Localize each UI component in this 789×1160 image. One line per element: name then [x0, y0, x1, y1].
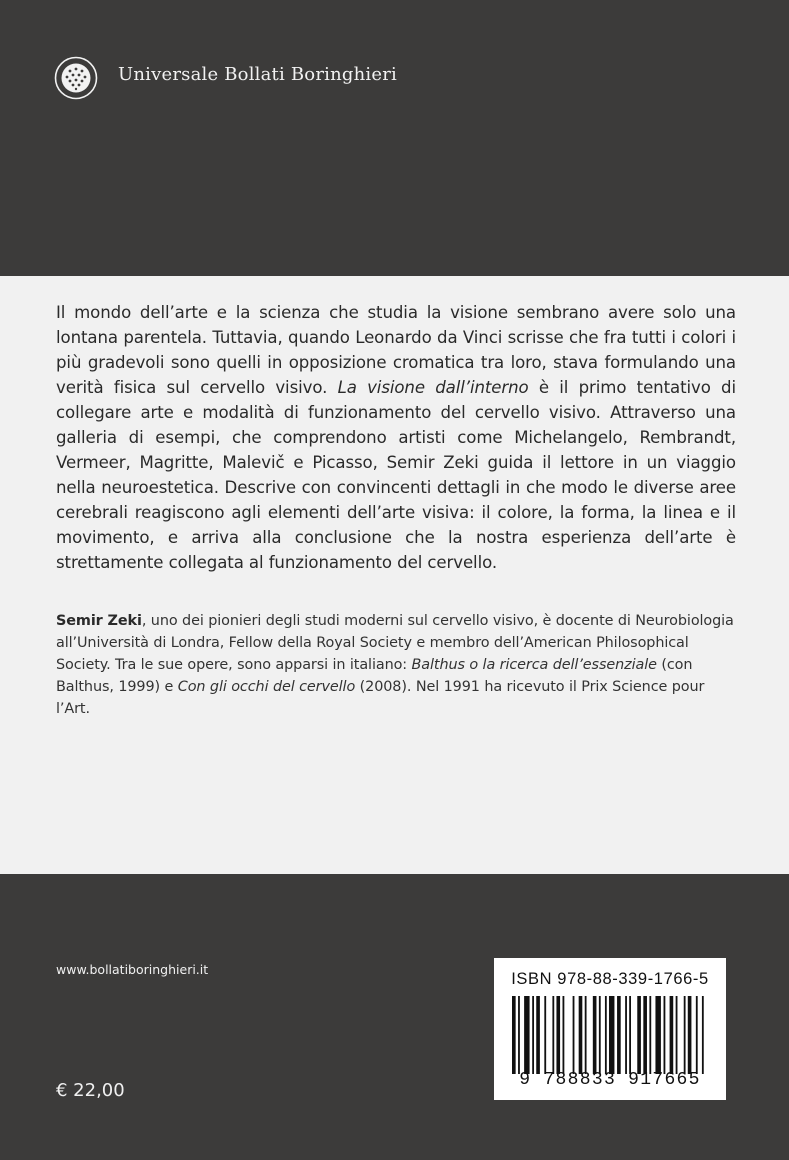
book-blurb: [56, 300, 736, 575]
bio-book-2: Con gli occhi del cervello: [177, 679, 356, 695]
bio-text-2: (con Balthus, 1999) e: [56, 657, 693, 695]
price: € 22,00: [56, 1080, 125, 1101]
publisher-seal-icon: [54, 56, 98, 100]
book-title: La visione dall’interno: [337, 378, 529, 397]
bio-book-1: Balthus o la ricerca dell’essenziale: [411, 657, 657, 673]
bio-text-3: (2008). Nel 1991 ha ricevuto il Prix Science pour l’Art.: [56, 679, 705, 717]
bio-text-1: , uno dei pionieri degli studi moderni sul cervello visivo, è docente di Neurobiologia all’Università di Londra, Fellow della Royal Society e membro dell’American Philosophical Society. Tra le sue opere, sono apparsi in italiano:: [56, 613, 734, 673]
ean-digits: 9 788833 917665: [519, 1070, 701, 1090]
blurb-text-2: è il primo tentativo di collegare arte e modalità di funzionamento del cervello visivo. Attraverso una galleria di esempi, che comprendono artisti come Michelangelo, Rembrandt, Vermeer, Magritte, Malevič e Picasso, Semir Zeki guida il lettore in un viaggio nella neuroestetica. Descrive con convincenti dettagli in che modo le diverse aree cerebrali reagiscono agli elementi dell’arte visiva: il colore, la forma, la linea e il movimento, e arriva alla conclusione che la nostra esperienza dell’arte è strettamente collegata al funzionamento del cervello.: [56, 378, 736, 572]
top-band: [0, 0, 789, 276]
author-name: Semir Zeki: [56, 613, 142, 629]
series-name: Universale Bollati Boringhieri: [118, 64, 397, 85]
blurb-text-1: Il mondo dell’arte e la scienza che studia la visione sembrano avere solo una lontana parentela. Tuttavia, quando Leonardo da Vinci scrisse che fra tutti i colori i più gradevoli sono quelli in opposizione cromatica tra loro, stava formulando una verità fisica sul cervello visivo.: [56, 303, 736, 397]
publisher-website: www.bollatiboringhieri.it: [56, 962, 209, 977]
isbn-label: ISBN 978-88-339-1766-5: [511, 970, 709, 988]
barcode-icon: [508, 996, 714, 1074]
barcode-box: [494, 958, 726, 1100]
bottom-band: [0, 874, 789, 1160]
author-bio: [56, 610, 736, 720]
text-panel: [0, 276, 789, 874]
